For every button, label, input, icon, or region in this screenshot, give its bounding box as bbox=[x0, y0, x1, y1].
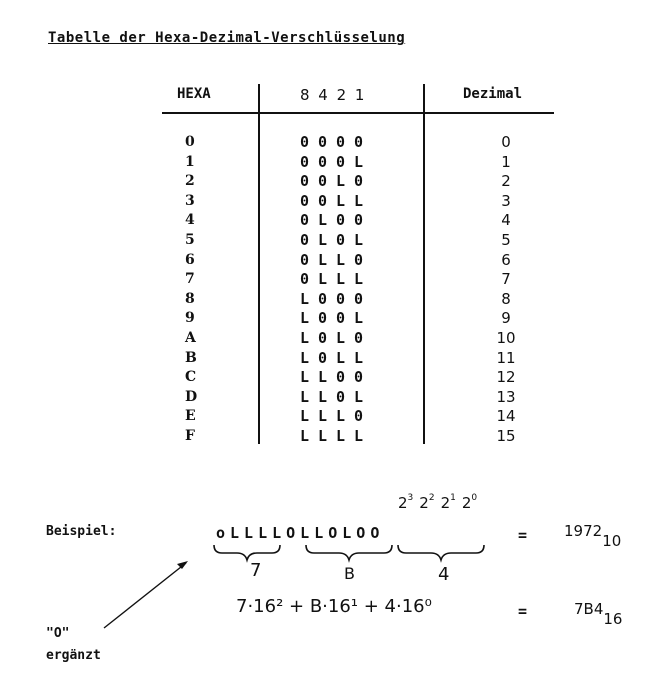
bit-digit: L bbox=[336, 426, 346, 445]
bit-digit: L bbox=[318, 211, 328, 230]
decimal-result: $1972_{10}$ bbox=[564, 522, 622, 550]
bit-digit: 0 bbox=[336, 289, 346, 308]
dezimal-cell: 9 bbox=[501, 309, 511, 328]
bit-digit: L bbox=[336, 270, 346, 289]
example-label: Beispiel: bbox=[46, 524, 117, 539]
bit-digit: L bbox=[336, 328, 346, 347]
hex-cell: 3 bbox=[185, 192, 195, 209]
bit-digit: L bbox=[300, 348, 310, 367]
bit-digit: 0 bbox=[336, 133, 346, 151]
bit-digit: L bbox=[318, 368, 328, 387]
dezimal-cell: 4 bbox=[501, 211, 511, 230]
hex-cell: D bbox=[185, 388, 198, 405]
dezimal-cell: 11 bbox=[496, 348, 516, 367]
note-ergaenzt: ergänzt bbox=[46, 648, 101, 663]
hex-cell: 9 bbox=[185, 310, 195, 327]
bit-digit: 0 bbox=[336, 230, 346, 249]
bit-digit: L bbox=[336, 407, 346, 426]
bit-digit: 0 bbox=[318, 152, 328, 171]
bit-digit: L bbox=[318, 387, 328, 406]
bit-digit: 0 bbox=[318, 133, 328, 151]
dezimal-cell: 5 bbox=[501, 230, 511, 249]
arrow-shaft bbox=[104, 563, 186, 628]
bit-digit: 0 bbox=[354, 211, 364, 230]
header-hexa: HEXA bbox=[177, 86, 211, 102]
bit-digit: 0 bbox=[354, 407, 364, 426]
brace-7 bbox=[214, 545, 280, 560]
bit-digit: 0 bbox=[300, 230, 310, 249]
bit-digit: L bbox=[354, 309, 364, 328]
hex-cell: E bbox=[185, 408, 196, 425]
bit-digit: 0 bbox=[318, 348, 328, 367]
dezimal-cell: 13 bbox=[496, 387, 516, 406]
bit-digit: L bbox=[300, 289, 310, 308]
note-o: "O" bbox=[46, 626, 70, 641]
power-term: $2^1$ bbox=[440, 493, 456, 512]
bit-digit: L bbox=[336, 348, 346, 367]
bit-digit: L bbox=[318, 270, 328, 289]
header-dezimal: Dezimal bbox=[463, 86, 523, 102]
hex-expansion: 7·16² + B·16¹ + 4·16⁰ bbox=[236, 596, 432, 617]
bit-digit: L bbox=[354, 348, 364, 367]
bit-sequence: oLLLLOLLOLOO bbox=[216, 524, 385, 542]
dezimal-cell: 12 bbox=[496, 368, 516, 387]
group-digit-7: 7 bbox=[250, 560, 262, 581]
bit-digit: L bbox=[300, 309, 310, 328]
bit-digit: 0 bbox=[336, 387, 346, 406]
hex-cell: 0 bbox=[185, 134, 195, 150]
hex-result: $7B4_{16}$ bbox=[574, 600, 623, 628]
bit-digit: 0 bbox=[354, 289, 364, 308]
brace-4 bbox=[398, 545, 484, 560]
bit-digit: L bbox=[354, 152, 364, 171]
hex-cell: C bbox=[185, 369, 197, 386]
hex-cell: B bbox=[185, 349, 197, 366]
bit-digit: L bbox=[336, 250, 346, 269]
dezimal-cell: 8 bbox=[501, 289, 511, 308]
hex-cell: 7 bbox=[185, 271, 195, 288]
bit-digit: L bbox=[354, 270, 364, 289]
equals-sign-1: = bbox=[518, 526, 528, 544]
bit-digit: 0 bbox=[318, 289, 328, 308]
bit-digit: 0 bbox=[336, 368, 346, 387]
bit-digit: L bbox=[318, 426, 328, 445]
bit-digit: 0 bbox=[354, 172, 364, 191]
dezimal-cell: 15 bbox=[496, 426, 516, 445]
bit-digit: 0 bbox=[300, 152, 310, 171]
bit-digit: L bbox=[354, 426, 364, 445]
brace-B bbox=[306, 545, 392, 560]
equals-sign-2: = bbox=[518, 602, 528, 620]
bit-digit: L bbox=[300, 387, 310, 406]
hex-cell: 2 bbox=[185, 173, 195, 190]
bit-digit: L bbox=[336, 191, 346, 210]
power-term: $2^0$ bbox=[461, 493, 478, 512]
arrow-head bbox=[177, 561, 188, 569]
group-digit-4: 4 bbox=[438, 564, 450, 585]
hex-cell: 5 bbox=[185, 231, 195, 248]
power-term: $2^3$ bbox=[398, 493, 414, 512]
bit-digit: L bbox=[300, 426, 310, 445]
dezimal-cell: 0 bbox=[501, 133, 511, 151]
bit-digit: 0 bbox=[300, 250, 310, 269]
bit-digit: L bbox=[354, 191, 364, 210]
dezimal-cell: 6 bbox=[501, 250, 511, 269]
bit-digit: L bbox=[318, 230, 328, 249]
dezimal-cell: 14 bbox=[496, 407, 516, 426]
bit-digit: 0 bbox=[318, 328, 328, 347]
dezimal-cell: 1 bbox=[501, 152, 511, 171]
bit-digit: L bbox=[300, 368, 310, 387]
bit-digit: L bbox=[354, 387, 364, 406]
dezimal-cell: 3 bbox=[501, 191, 511, 210]
bit-digit: 0 bbox=[318, 309, 328, 328]
bit-digit: 0 bbox=[336, 152, 346, 171]
bit-digit: L bbox=[300, 407, 310, 426]
page-title: Tabelle der Hexa-Dezimal-Verschlüsselung bbox=[48, 30, 406, 46]
dezimal-cell: 10 bbox=[496, 328, 516, 347]
bit-digit: 0 bbox=[300, 172, 310, 191]
bit-digit: 0 bbox=[336, 211, 346, 230]
bit-digit: L bbox=[318, 250, 328, 269]
bit-digit: 0 bbox=[318, 172, 328, 191]
header-bits: 8 4 2 1 bbox=[300, 86, 365, 104]
hex-cell: 1 bbox=[185, 153, 195, 170]
bit-digit: 0 bbox=[300, 211, 310, 230]
bit-digit: 0 bbox=[354, 368, 364, 387]
bit-digit: L bbox=[318, 407, 328, 426]
hex-cell: A bbox=[185, 329, 196, 346]
hex-cell: 8 bbox=[185, 290, 195, 307]
hex-cell: F bbox=[185, 427, 195, 444]
bit-digit: L bbox=[336, 172, 346, 191]
bit-digit: 0 bbox=[354, 328, 364, 347]
bit-digit: 0 bbox=[318, 191, 328, 210]
bit-digit: L bbox=[300, 328, 310, 347]
bit-digit: 0 bbox=[354, 250, 364, 269]
bit-digit: 0 bbox=[300, 133, 310, 151]
bit-digit: 0 bbox=[354, 133, 364, 151]
bit-digit: 0 bbox=[300, 191, 310, 210]
group-digit-B: B bbox=[344, 564, 355, 583]
bit-digit: 0 bbox=[336, 309, 346, 328]
bit-digit: 0 bbox=[300, 270, 310, 289]
dezimal-cell: 2 bbox=[501, 172, 511, 191]
hex-cell: 6 bbox=[185, 251, 195, 268]
dezimal-cell: 7 bbox=[501, 270, 511, 289]
hex-cell: 4 bbox=[185, 212, 195, 229]
power-term: $2^2$ bbox=[419, 493, 435, 512]
bit-digit: L bbox=[354, 230, 364, 249]
